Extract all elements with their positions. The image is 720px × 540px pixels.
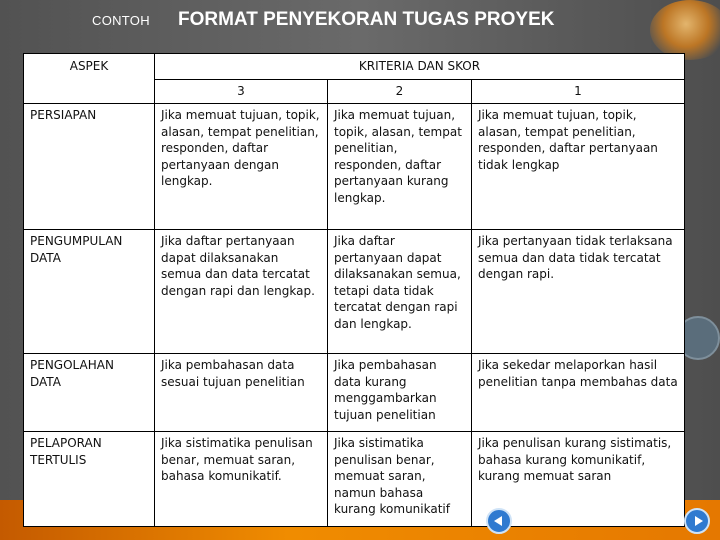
aspect-header: ASPEK	[24, 54, 155, 104]
criteria-cell: Jika daftar pertanyaan dapat dilaksanakan semua dan data tercatat dengan rapi dan lengkap.	[155, 230, 328, 354]
slide-label: CONTOH	[92, 13, 150, 28]
criteria-cell: Jika memuat tujuan, topik, alasan, tempat penelitian, responden, daftar pertanyaan kurang lengkap.	[328, 104, 472, 230]
row-aspect: PENGOLAHAN DATA	[24, 354, 155, 432]
decorative-orb	[650, 0, 720, 60]
criteria-cell: Jika sistimatika penulisan benar, memuat saran, bahasa komunikatif.	[155, 432, 328, 527]
score-header-3: 3	[155, 80, 328, 104]
criteria-cell: Jika sekedar melaporkan hasil penelitian tanpa membahas data	[472, 354, 685, 432]
criteria-cell: Jika pembahasan data kurang menggambarkan tujuan penelitian	[328, 354, 472, 432]
rubric-table	[23, 53, 685, 527]
criteria-header: KRITERIA DAN SKOR	[155, 54, 685, 80]
table-row	[24, 230, 685, 354]
row-aspect: PERSIAPAN	[24, 104, 155, 230]
table-row	[24, 432, 685, 527]
row-aspect: PELAPORAN TERTULIS	[24, 432, 155, 527]
previous-slide-icon[interactable]	[486, 508, 512, 534]
criteria-cell: Jika pembahasan data sesuai tujuan penelitian	[155, 354, 328, 432]
criteria-cell: Jika penulisan kurang sistimatis, bahasa kurang komunikatif, kurang memuat saran	[472, 432, 685, 527]
score-header-2: 2	[328, 80, 472, 104]
criteria-cell: Jika pertanyaan tidak terlaksana semua dan data tidak tercatat dengan rapi.	[472, 230, 685, 354]
slide-title: FORMAT PENYEKORAN TUGAS PROYEK	[178, 9, 555, 30]
score-header-1: 1	[472, 80, 685, 104]
criteria-cell: Jika sistimatika penulisan benar, memuat saran, namun bahasa kurang komunikatif	[328, 432, 472, 527]
criteria-cell: Jika memuat tujuan, topik, alasan, tempat penelitian, responden, daftar pertanyaan tidak lengkap	[472, 104, 685, 230]
table-header-row	[24, 54, 685, 80]
next-slide-icon[interactable]	[684, 508, 710, 534]
table-row	[24, 104, 685, 230]
criteria-cell: Jika daftar pertanyaan dapat dilaksanakan semua, tetapi data tidak tercatat dengan rapi dan lengkap.	[328, 230, 472, 354]
criteria-cell: Jika memuat tujuan, topik, alasan, tempat penelitian, responden, daftar pertanyaan dengan lengkap.	[155, 104, 328, 230]
row-aspect: PENGUMPULAN DATA	[24, 230, 155, 354]
table-row	[24, 354, 685, 432]
